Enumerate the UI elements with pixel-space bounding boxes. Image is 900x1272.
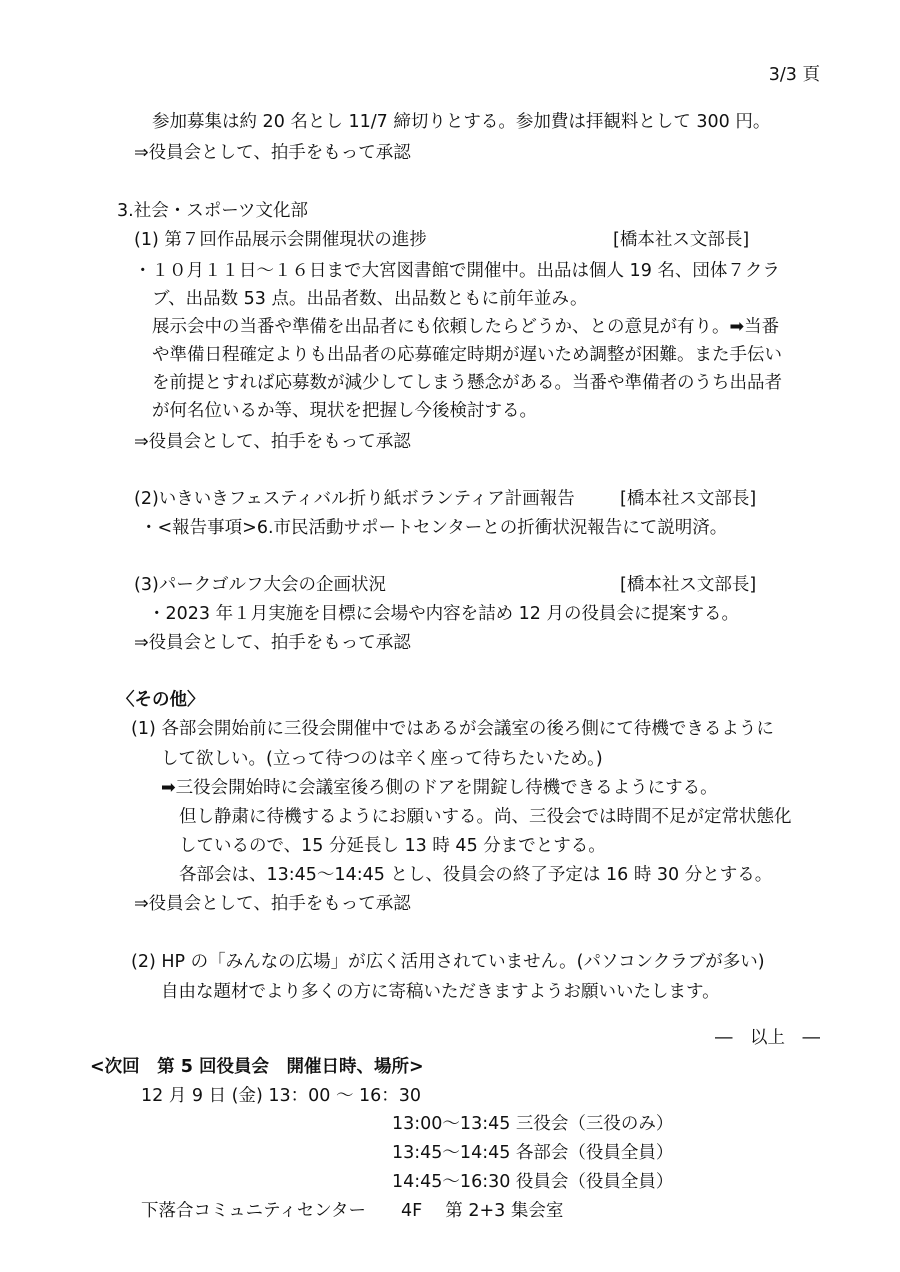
assignee-tag: [橋本社ス文部長] bbox=[620, 489, 757, 509]
section-heading: 3.社会・スポーツ文化部 bbox=[117, 201, 308, 221]
item-text: して欲しい。(立って待つのは辛く座って待ちたいため。) bbox=[161, 749, 603, 769]
assignee-tag: [橋本社ス文部長] bbox=[613, 230, 750, 250]
approval-note: ⇒役員会として、拍手をもって承認 bbox=[134, 143, 411, 163]
closing-mark: ― 以上 ― bbox=[715, 1028, 820, 1048]
item-text: や準備日程確定よりも出品者の応募確定時期が遅いため調整が困難。また手伝い bbox=[152, 345, 782, 365]
item-title: (3)パークゴルフ大会の企画状況 bbox=[134, 575, 386, 595]
item-title: (1) 第７回作品展示会開催現状の進捗 bbox=[134, 230, 427, 250]
page-number: 3/3 頁 bbox=[768, 65, 820, 85]
schedule-row: 13:00～13:45 三役会（三役のみ） bbox=[392, 1114, 674, 1134]
next-meeting-date: 12 月 9 日 (金) 13：00 ～ 16：30 bbox=[141, 1086, 422, 1106]
item-text: 自由な題材でより多くの方に寄稿いただきますようお願いいたします。 bbox=[161, 982, 720, 1002]
approval-note: ⇒役員会として、拍手をもって承認 bbox=[134, 633, 411, 653]
item-text: しているので、15 分延長し 13 時 45 分までとする。 bbox=[179, 836, 606, 856]
item-text: が何名位いるか等、現状を把握し今後検討する。 bbox=[152, 401, 537, 421]
item-text: ・１０月１１日～１６日まで大宮図書館で開催中。出品は個人 19 名、団体７クラ bbox=[134, 261, 780, 281]
approval-note: ⇒役員会として、拍手をもって承認 bbox=[134, 894, 411, 914]
item-text: 但し静粛に待機するようにお願いする。尚、三役会では時間不足が定常状態化 bbox=[179, 807, 792, 827]
item-text: ・<報告事項>6.市民活動サポートセンターとの折衝状況報告にて説明済。 bbox=[140, 518, 728, 538]
assignee-tag: [橋本社ス文部長] bbox=[620, 575, 757, 595]
item-text: ブ、出品数 53 点。出品者数、出品数ともに前年並み。 bbox=[152, 289, 588, 309]
intro-line: 参加募集は約 20 名とし 11/7 締切りとする。参加費は拝観料として 300 円。 bbox=[152, 112, 771, 132]
item-text: 展示会中の当番や準備を出品者にも依頼したらどうか、との意見が有り。➡当番 bbox=[152, 317, 780, 337]
section-heading: 〈その他〉 bbox=[117, 690, 205, 710]
item-text: ・2023 年１月実施を目標に会場や内容を詰め 12 月の役員会に提案する。 bbox=[148, 604, 739, 624]
next-meeting-heading: <次回 第 5 回役員会 開催日時、場所> bbox=[90, 1057, 424, 1077]
item-text: ➡三役会開始時に会議室後ろ側のドアを開錠し待機できるようにする。 bbox=[161, 778, 718, 798]
item-title: (2)いきいきフェスティバル折り紙ボランティア計画報告 bbox=[134, 489, 575, 509]
item-text: (1) 各部会開始前に三役会開催中ではあるが会議室の後ろ側にて待機できるように bbox=[131, 719, 774, 739]
item-text: を前提とすれば応募数が減少してしまう懸念がある。当番や準備者のうち出品者 bbox=[152, 373, 782, 393]
item-text: 各部会は、13:45～14:45 とし、役員会の終了予定は 16 時 30 分とする。 bbox=[179, 865, 773, 885]
schedule-row: 13:45～14:45 各部会（役員全員） bbox=[392, 1143, 674, 1163]
next-meeting-venue: 下落合コミュニティセンター 4F 第 2+3 集会室 bbox=[141, 1201, 564, 1221]
item-text: (2) HP の「みんなの広場」が広く活用されていません。(パソコンクラブが多い) bbox=[131, 952, 765, 972]
schedule-row: 14:45～16:30 役員会（役員全員） bbox=[392, 1172, 674, 1192]
approval-note: ⇒役員会として、拍手をもって承認 bbox=[134, 432, 411, 452]
